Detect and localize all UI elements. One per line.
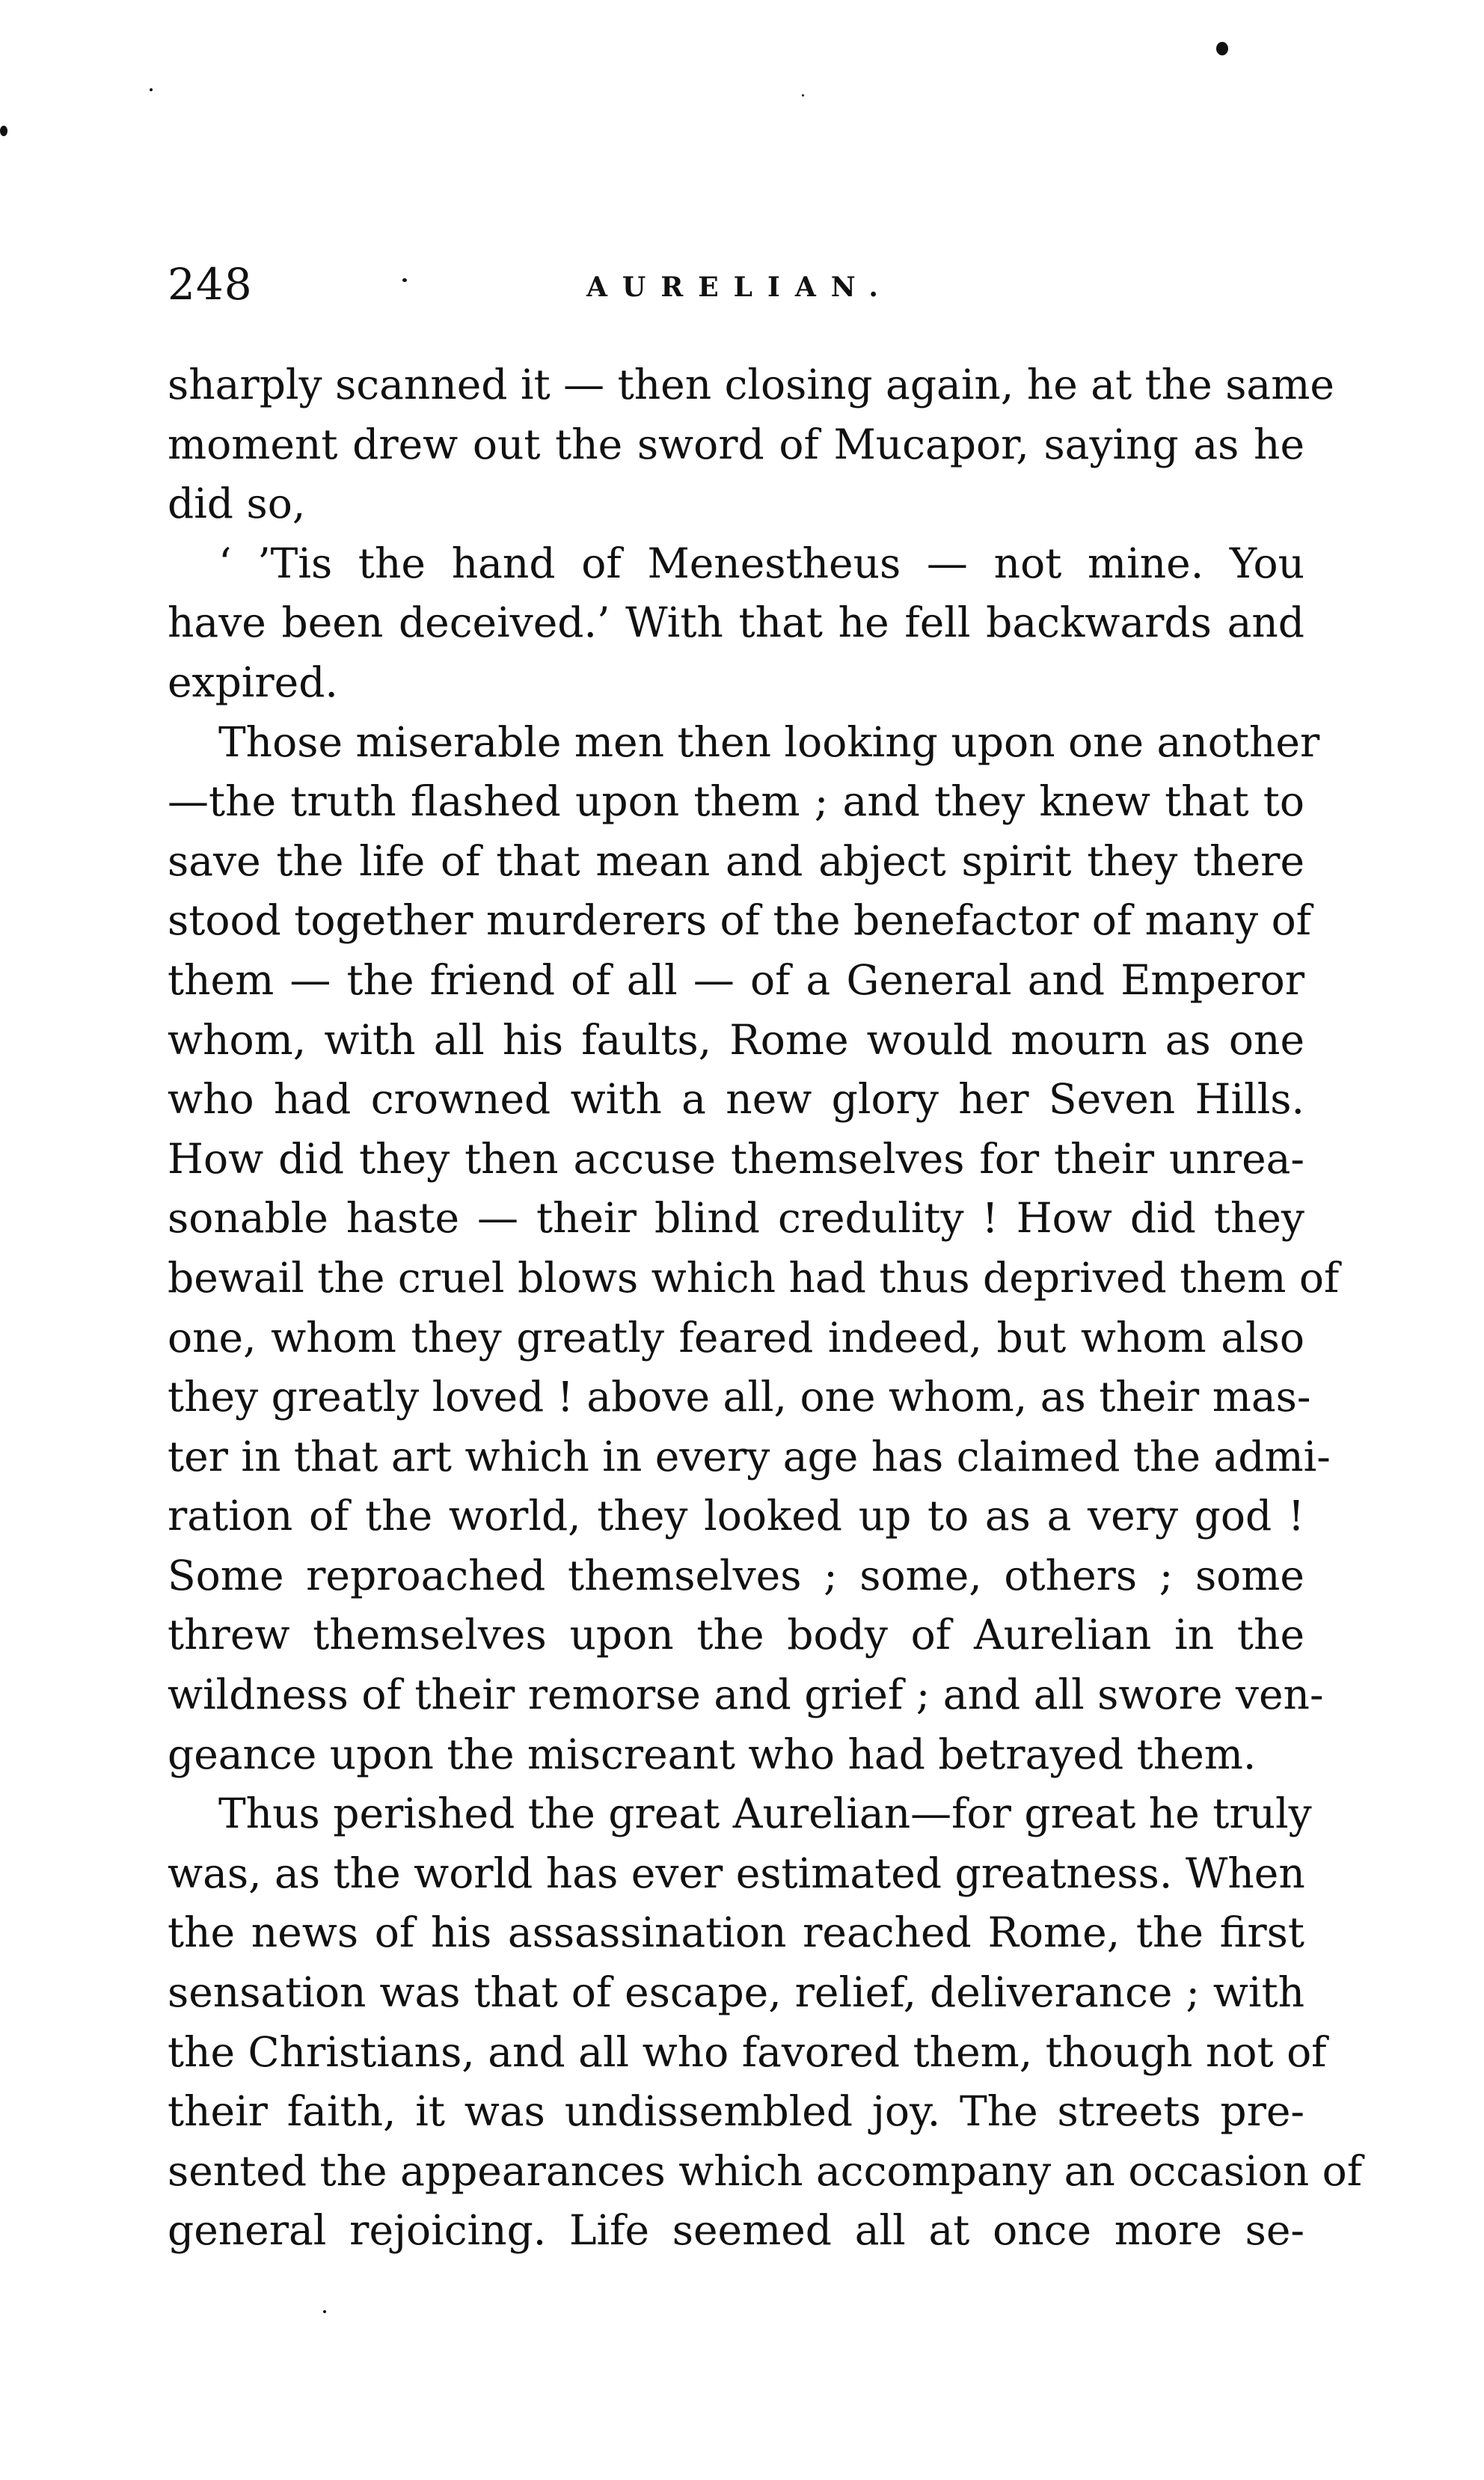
text-line: they greatly loved ! above all, one whom, as their mas- — [168, 1373, 1311, 1421]
running-title: AURELIAN. — [586, 272, 893, 303]
ink-speck — [1216, 42, 1228, 55]
page-body — [168, 355, 1363, 2261]
text-line: Those miserable men then looking upon one another — [218, 717, 1320, 766]
text-line: save the life of that mean and abject spirit they there — [168, 836, 1304, 885]
text-line: the Christians, and all who favored them, though not of — [168, 2027, 1327, 2076]
text-line: moment drew out the sword of Mucapor, saying as he — [168, 420, 1304, 468]
text-line: sharply scanned it — then closing again, he at the same — [168, 361, 1334, 408]
text-line: who had crowned with a new glory her Seven Hills. — [168, 1075, 1304, 1124]
text-line: Thus perished the great Aurelian—for great he truly — [218, 1789, 1312, 1838]
ink-speck — [0, 126, 7, 136]
text-line: —the truth flashed upon them ; and they knew that to — [168, 777, 1304, 826]
text-line: whom, with all his faults, Rome would mourn as one — [168, 1015, 1304, 1064]
text-line: have been deceived.’ With that he fell backwards and — [168, 598, 1304, 647]
text-line: their faith, it was undissembled joy. The streets pre- — [168, 2087, 1304, 2136]
text-line: bewail the cruel blows which had thus deprived them of — [168, 1253, 1340, 1302]
page-header — [168, 254, 1304, 314]
ink-speck — [802, 94, 804, 97]
text-line: was, as the world has ever estimated greatness. When — [168, 1849, 1305, 1897]
text-line: sonable haste — their blind credulity ! How did they — [168, 1194, 1304, 1243]
text-line: Some reproached themselves ; some, others ; some — [168, 1551, 1304, 1599]
text-line: stood together murderers of the benefactor of many of — [168, 896, 1312, 945]
text-line: did so, — [168, 480, 306, 528]
ink-speck — [150, 88, 153, 91]
text-line: sensation was that of escape, relief, deliverance ; with — [168, 1968, 1304, 2017]
text-line: ‘ ’Tis the hand of Menestheus — not mine. You — [218, 539, 1304, 587]
text-line: general rejoicing. Life seemed all at once more se- — [168, 2206, 1304, 2255]
text-line: one, whom they greatly feared indeed, but whom also — [168, 1313, 1304, 1362]
text-line: the news of his assassination reached Rome, the first — [168, 1908, 1304, 1957]
text-line: threw themselves upon the body of Aurelian in the — [168, 1611, 1304, 1659]
text-line: expired. — [168, 658, 338, 706]
text-line: wildness of their remorse and grief ; and all swore ven- — [168, 1671, 1324, 1719]
ink-speck — [323, 2310, 326, 2313]
text-line: How did they then accuse themselves for their unrea- — [168, 1134, 1304, 1183]
text-line: them — the friend of all — of a General and Emperor — [168, 955, 1304, 1004]
text-line: geance upon the miscreant who had betrayed them. — [168, 1730, 1257, 1778]
text-line: sented the appearances which accompany an occasion of — [168, 2146, 1363, 2195]
text-line: ration of the world, they looked up to as a very god ! — [168, 1492, 1304, 1540]
text-line: ter in that art which in every age has claimed the admi- — [168, 1432, 1331, 1481]
page-number: 248 — [168, 259, 253, 310]
